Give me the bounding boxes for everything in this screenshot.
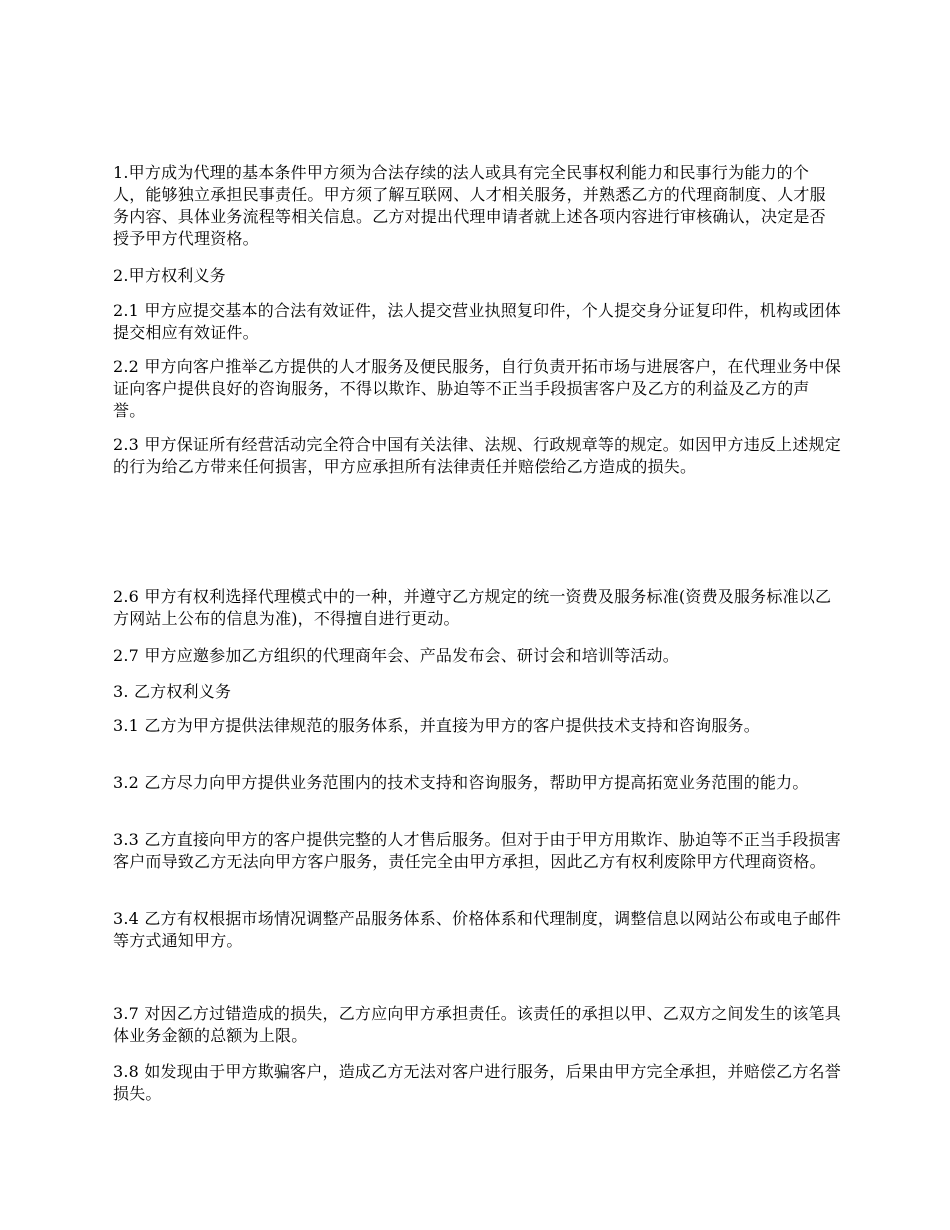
paragraph-3-4: 3.4 乙方有权根据市场情况调整产品服务体系、价格体系和代理制度，调整信息以网站公布或电子邮件等方式通知甲方。	[113, 909, 841, 950]
paragraph-2-7: 2.7 甲方应邀参加乙方组织的代理商年会、产品发布会、研讨会和培训等活动。	[113, 646, 679, 665]
paragraph-2-3: 2.3 甲方保证所有经营活动完全符合中国有关法律、法规、行政规章等的规定。如因甲方违反上述规定的行为给乙方带来任何损害，甲方应承担所有法律责任并赔偿给乙方造成的损失。	[113, 435, 841, 476]
paragraph-2-1: 2.1 甲方应提交基本的合法有效证件，法人提交营业执照复印件，个人提交身分证复印件，机构或团体提交相应有效证件。	[113, 301, 841, 342]
heading-party-b-rights: 3. 乙方权利义务	[113, 682, 232, 701]
heading-party-a-rights: 2.甲方权利义务	[113, 266, 226, 285]
paragraph-2-2: 2.2 甲方向客户推举乙方提供的人才服务及便民服务，自行负责开拓市场与进展客户，在代理业务中保证向客户提供良好的咨询服务，不得以欺诈、胁迫等不正当手段损害客户及乙方的利益及乙方的声誉。	[113, 357, 841, 420]
paragraph-3-7: 3.7 对因乙方过错造成的损失，乙方应向甲方承担责任。该责任的承担以甲、乙双方之间发生的该笔具体业务金额的总额为上限。	[113, 1004, 841, 1045]
document-page	[113, 0, 841, 1230]
paragraph-agent-conditions: 1.甲方成为代理的基本条件甲方须为合法存续的法人或具有完全民事权利能力和民事行为能力的个人，能够独立承担民事责任。甲方须了解互联网、人才相关服务，并熟悉乙方的代理商制度、人才服务内容、具体业务流程等相关信息。乙方对提出代理申请者就上述各项内容进行审核确认，决定是否授予甲方代理资格。	[113, 163, 826, 248]
paragraph-3-1: 3.1 乙方为甲方提供法律规范的服务体系，并直接为甲方的客户提供技术支持和咨询服务。	[113, 716, 760, 735]
paragraph-3-8: 3.8 如发现由于甲方欺骗客户，造成乙方无法对客户进行服务，后果由甲方完全承担，并赔偿乙方名誉损失。	[113, 1062, 841, 1103]
paragraph-2-6: 2.6 甲方有权利选择代理模式中的一种，并遵守乙方规定的统一资费及服务标准(资费及服务标准以乙方网站上公布的信息为准)，不得擅自进行更动。	[113, 587, 832, 628]
paragraph-3-2: 3.2 乙方尽力向甲方提供业务范围内的技术支持和咨询服务，帮助甲方提高拓宽业务范围的能力。	[113, 773, 809, 792]
paragraph-3-3: 3.3 乙方直接向甲方的客户提供完整的人才售后服务。但对于由于甲方用欺诈、胁迫等不正当手段损害客户而导致乙方无法向甲方客户服务，责任完全由甲方承担，因此乙方有权利废除甲方代理商资格。	[113, 830, 841, 871]
